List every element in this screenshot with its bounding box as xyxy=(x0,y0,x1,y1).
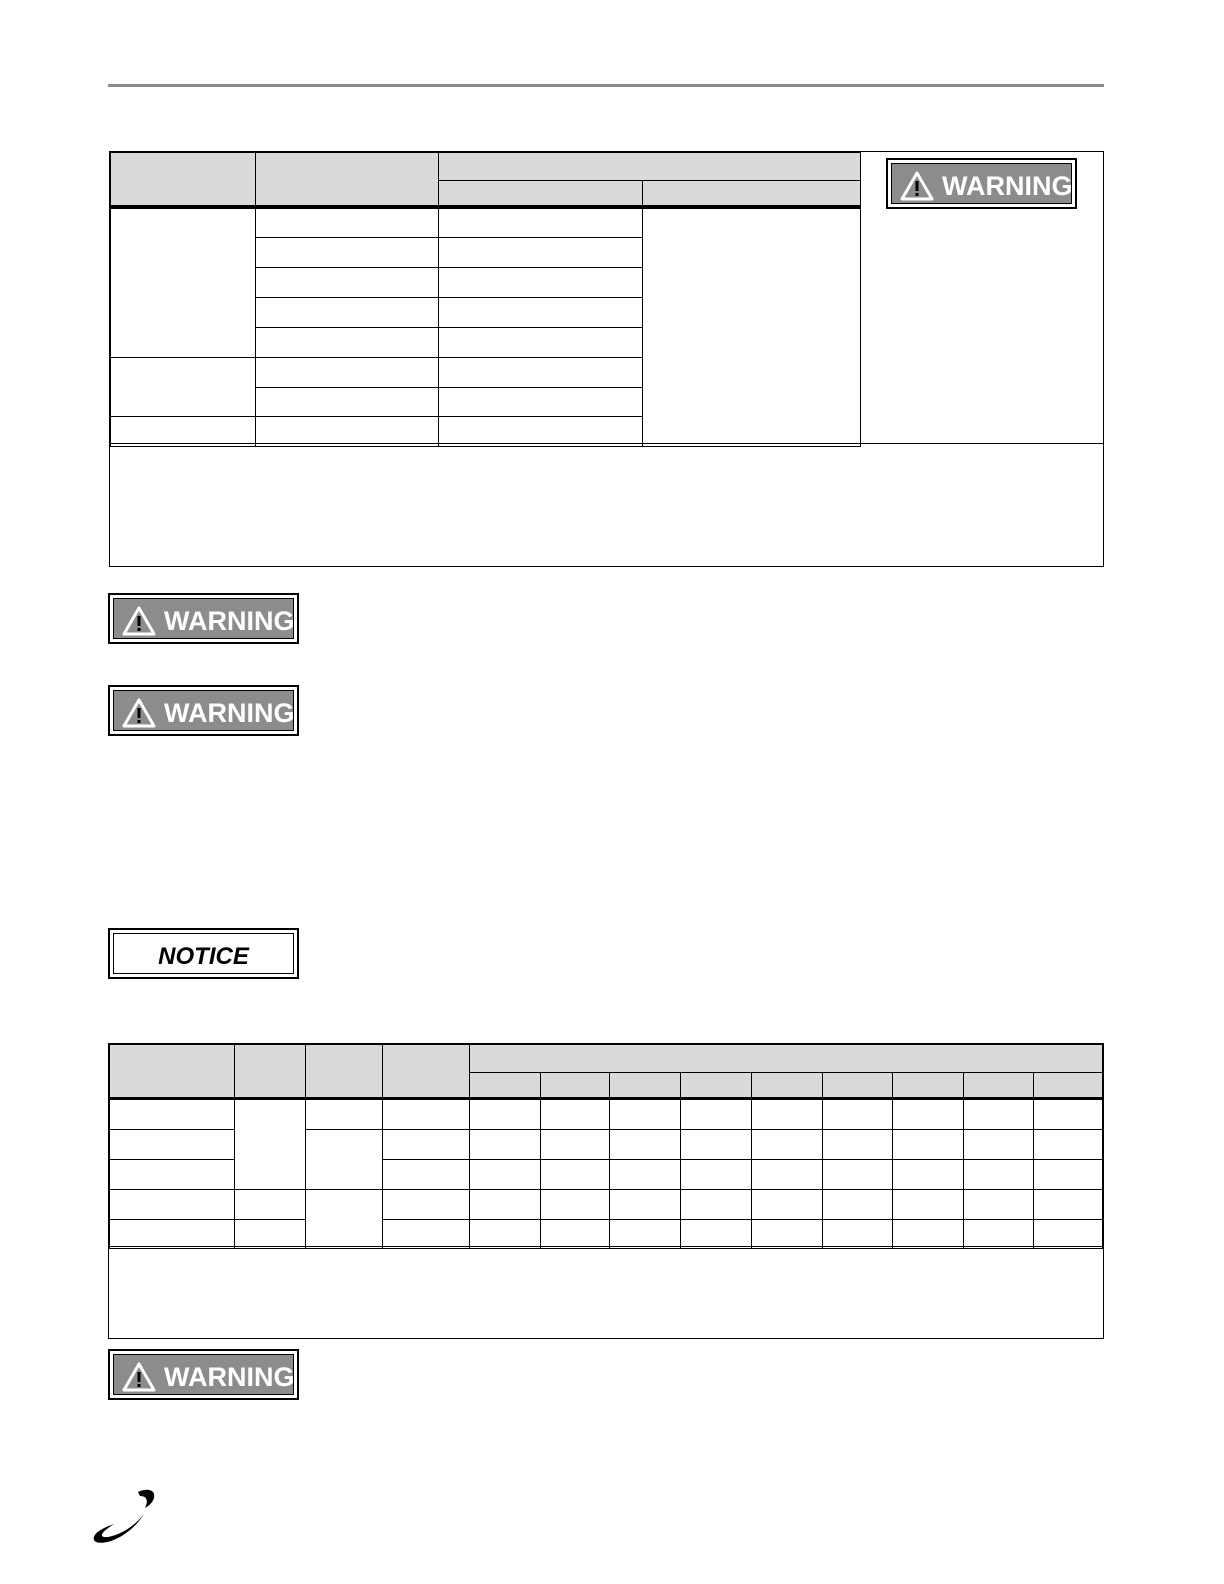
warning-badge-table xyxy=(886,158,1077,209)
t2-cell xyxy=(893,1160,964,1190)
t2-subheader-cell xyxy=(1033,1073,1102,1100)
t2-cell xyxy=(681,1190,752,1220)
t1-merged-cell xyxy=(643,209,861,447)
t2-cell xyxy=(893,1100,964,1130)
t2-subheader-cell xyxy=(540,1073,610,1100)
t1-header-cell xyxy=(111,153,256,209)
t1-cell xyxy=(256,238,439,268)
t2-cell xyxy=(382,1220,469,1249)
t2-cell xyxy=(893,1190,964,1220)
t1-cell xyxy=(256,358,439,388)
t1-cell xyxy=(111,417,256,447)
t1-cell xyxy=(256,328,439,358)
t2-subheader-cell xyxy=(752,1073,823,1100)
t2-subheader-cell xyxy=(610,1073,681,1100)
t2-merged-cell xyxy=(305,1190,382,1249)
t2-cell xyxy=(469,1220,540,1249)
warning-label: WARNING xyxy=(942,171,1073,201)
t2-subheader-cell xyxy=(893,1073,964,1100)
t2-header-cell xyxy=(382,1045,469,1100)
specification-table-2 xyxy=(108,1043,1104,1339)
t2-cell xyxy=(681,1160,752,1190)
t2-subheader-cell xyxy=(469,1073,540,1100)
warning-badge-2 xyxy=(108,685,299,736)
t2-cell xyxy=(752,1100,823,1130)
t2-cell xyxy=(305,1100,382,1130)
t2-cell xyxy=(1033,1220,1102,1249)
t1-note-divider xyxy=(110,443,1103,444)
t2-cell xyxy=(823,1130,893,1160)
t2-cell xyxy=(234,1220,305,1249)
t2-cell xyxy=(610,1100,681,1130)
t1-cell xyxy=(439,298,643,328)
t2-cell xyxy=(1033,1100,1102,1130)
t2-header-cell xyxy=(110,1045,235,1100)
t2-merged-cell xyxy=(234,1100,305,1190)
t2-cell xyxy=(110,1190,235,1220)
t2-header-group-cell xyxy=(469,1045,1102,1073)
t2-cell xyxy=(610,1220,681,1249)
t2-cell xyxy=(681,1130,752,1160)
t2-cell xyxy=(540,1100,610,1130)
t2-cell xyxy=(823,1220,893,1249)
t2-cell xyxy=(540,1130,610,1160)
warning-badge-3 xyxy=(108,1349,299,1400)
warning-label: WARNING xyxy=(164,1362,295,1392)
t2-subheader-cell xyxy=(681,1073,752,1100)
warning-triangle-icon xyxy=(122,698,156,728)
t2-note-divider xyxy=(109,1246,1103,1247)
t1-cell xyxy=(439,417,643,447)
warning-triangle-icon xyxy=(122,606,156,636)
t2-cell xyxy=(893,1220,964,1249)
warning-label: WARNING xyxy=(164,698,295,728)
t2-header-cell xyxy=(305,1045,382,1100)
notice-badge xyxy=(108,928,299,979)
t2-cell xyxy=(823,1160,893,1190)
t1-cell xyxy=(256,268,439,298)
t1-cell xyxy=(256,298,439,328)
t2-header-rule xyxy=(109,1097,1103,1100)
t1-group-cell xyxy=(111,358,256,417)
t1-cell xyxy=(256,388,439,417)
warning-triangle-icon xyxy=(122,1362,156,1392)
t1-header-group-cell xyxy=(439,153,861,181)
t2-cell xyxy=(964,1160,1034,1190)
t2-cell xyxy=(469,1160,540,1190)
t1-cell xyxy=(256,417,439,447)
t2-cell xyxy=(610,1130,681,1160)
t2-cell xyxy=(752,1160,823,1190)
t2-cell xyxy=(893,1130,964,1160)
t2-cell xyxy=(964,1220,1034,1249)
t2-subheader-cell xyxy=(964,1073,1034,1100)
warning-triangle-icon xyxy=(900,171,934,201)
t1-header-rule xyxy=(110,205,860,208)
t2-cell xyxy=(469,1190,540,1220)
t2-cell xyxy=(110,1100,235,1130)
t2-cell xyxy=(823,1190,893,1220)
t2-cell xyxy=(469,1130,540,1160)
company-swoosh-logo xyxy=(88,1484,160,1546)
t2-cell xyxy=(540,1220,610,1249)
table-1-grid xyxy=(110,152,861,447)
t2-cell xyxy=(382,1160,469,1190)
t2-cell xyxy=(964,1190,1034,1220)
t1-cell xyxy=(439,238,643,268)
t1-header-cell xyxy=(256,153,439,209)
t2-header-cell xyxy=(234,1045,305,1100)
t2-cell xyxy=(110,1130,235,1160)
t2-cell xyxy=(110,1160,235,1190)
t2-merged-cell xyxy=(305,1130,382,1190)
warning-label: WARNING xyxy=(164,606,295,636)
t2-cell xyxy=(681,1220,752,1249)
t2-cell xyxy=(610,1160,681,1190)
t2-cell xyxy=(1033,1160,1102,1190)
notice-label: NOTICE xyxy=(158,943,249,970)
t2-cell xyxy=(469,1100,540,1130)
t1-group-cell xyxy=(111,209,256,358)
specification-table-1 xyxy=(109,151,1104,567)
t2-cell xyxy=(382,1190,469,1220)
t1-cell xyxy=(439,358,643,388)
t2-cell xyxy=(823,1100,893,1130)
table-2-grid xyxy=(109,1044,1103,1249)
t2-cell xyxy=(610,1190,681,1220)
t1-cell xyxy=(439,328,643,358)
t1-cell xyxy=(439,268,643,298)
t2-cell xyxy=(1033,1130,1102,1160)
t2-cell xyxy=(681,1100,752,1130)
t2-subheader-cell xyxy=(823,1073,893,1100)
warning-badge-1 xyxy=(108,593,299,644)
t2-cell xyxy=(752,1220,823,1249)
t1-cell xyxy=(439,388,643,417)
t2-cell xyxy=(234,1190,305,1220)
t2-cell xyxy=(1033,1190,1102,1220)
t2-cell xyxy=(110,1220,235,1249)
t1-cell xyxy=(439,209,643,238)
t2-cell xyxy=(964,1100,1034,1130)
t1-cell xyxy=(256,209,439,238)
t2-cell xyxy=(752,1190,823,1220)
t2-cell xyxy=(964,1130,1034,1160)
t2-cell xyxy=(540,1160,610,1190)
t1-warning-column-divider xyxy=(860,152,861,444)
t2-cell xyxy=(382,1130,469,1160)
t2-cell xyxy=(540,1190,610,1220)
t2-cell xyxy=(752,1130,823,1160)
t2-cell xyxy=(382,1100,469,1130)
header-rule xyxy=(108,84,1104,87)
